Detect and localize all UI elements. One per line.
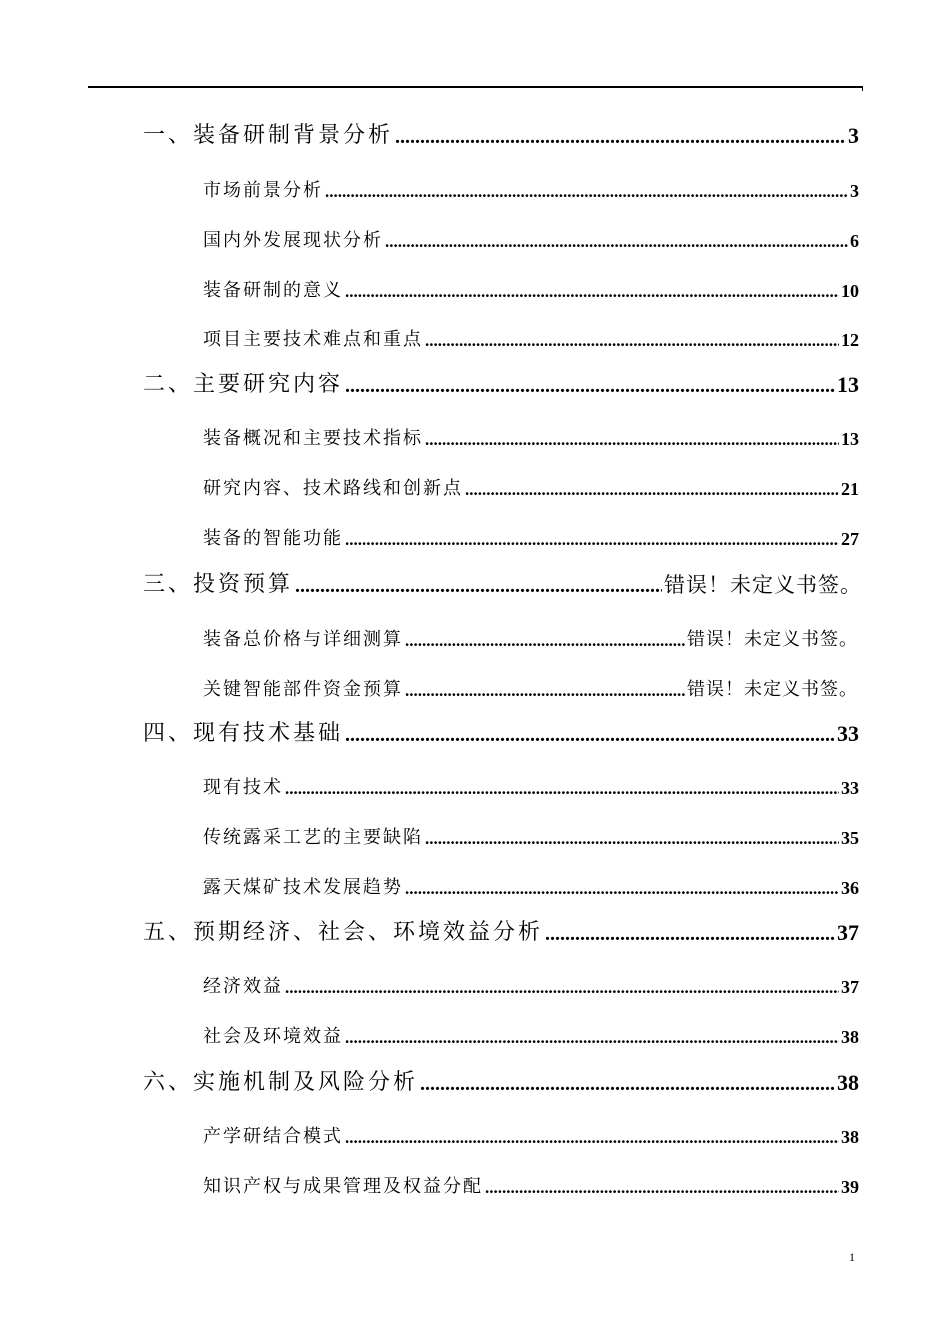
toc-entry-page: 36 [841,878,859,898]
dot-leader [545,924,835,944]
toc-entry-page: 10 [841,281,859,301]
toc-entry-section-3[interactable] [143,564,862,596]
toc-entry-title: 装备的智能功能 [203,528,343,549]
toc-entry-title: 市场前景分析 [203,180,323,201]
dot-leader [485,1179,839,1196]
toc-entry-title: 现有技术 [203,777,283,798]
toc-entry-title: 二、主要研究内容 [143,372,344,397]
toc-entry-title: 露天煤矿技术发展趋势 [203,877,403,898]
toc-entry-title: 产学研结合模式 [203,1126,343,1147]
toc-entry-3-1[interactable] [203,617,858,649]
toc-entry-page: 3 [848,123,859,148]
toc-entry-title: 装备研制的意义 [203,280,343,301]
dot-leader [405,880,839,897]
toc-entry-page: 3 [850,181,859,201]
dot-leader [285,979,839,996]
toc-entry-page: 6 [850,231,859,251]
toc-entry-title: 装备概况和主要技术指标 [203,428,423,449]
toc-entry-2-3[interactable] [203,516,859,548]
dot-leader [345,725,835,745]
toc-entry-title: 研究内容、技术路线和创新点 [203,478,463,499]
toc-entry-1-4[interactable] [203,317,859,349]
dot-leader [425,830,839,847]
dot-leader [425,431,839,448]
toc-entry-title: 国内外发展现状分析 [203,230,383,251]
toc-entry-title: 三、投资预算 [143,572,294,597]
toc-entry-title: 知识产权与成果管理及权益分配 [203,1176,483,1197]
toc-entry-section-5[interactable] [143,912,859,944]
dot-leader [345,531,839,548]
toc-entry-1-3[interactable] [203,268,859,300]
toc-entry-page: 39 [841,1177,859,1197]
toc-entry-title: 经济效益 [203,976,283,997]
dot-leader [395,127,846,147]
toc-entry-title: 项目主要技术难点和重点 [203,329,423,350]
dot-leader [405,632,685,649]
toc-entry-page-error: 错误！未定义书签。 [664,573,862,597]
toc-entry-section-1[interactable] [143,115,859,147]
dot-leader [465,481,839,498]
toc-entry-title: 六、实施机制及风险分析 [143,1070,419,1095]
dot-leader [325,183,848,200]
toc-entry-title: 关键智能部件资金预算 [203,679,403,700]
toc-entry-page: 37 [841,977,859,997]
toc-entry-3-2[interactable] [203,667,858,699]
toc-entry-page: 21 [841,479,859,499]
toc-entry-5-1[interactable] [203,964,859,996]
toc-entry-page: 37 [837,920,859,945]
toc-entry-2-1[interactable] [203,416,859,448]
dot-leader [345,283,839,300]
toc-entry-4-1[interactable] [203,765,859,797]
toc-entry-1-2[interactable] [203,218,859,250]
toc-entry-title: 四、现有技术基础 [143,721,344,746]
toc-entry-page: 12 [841,330,859,350]
toc-entry-section-4[interactable] [143,713,859,745]
toc-entry-page: 35 [841,828,859,848]
toc-entry-title: 一、装备研制背景分析 [143,123,394,148]
toc-entry-page: 38 [841,1027,859,1047]
dot-leader [345,1029,839,1046]
toc-entry-4-3[interactable] [203,865,859,897]
toc-entry-page-error: 错误！未定义书签。 [687,629,858,650]
toc-entry-section-6[interactable] [143,1062,859,1094]
dot-leader [425,332,839,349]
toc-entry-page: 13 [837,372,859,397]
dot-leader [285,780,839,797]
toc-entry-4-2[interactable] [203,815,859,847]
toc-entry-page: 13 [841,429,859,449]
toc-entry-page: 38 [841,1127,859,1147]
dot-leader [345,1129,839,1146]
dot-leader [345,376,835,396]
dot-leader [295,576,662,596]
toc-entry-6-1[interactable] [203,1114,859,1146]
toc-entry-page-error: 错误！未定义书签。 [687,679,858,700]
toc-entry-page: 38 [837,1070,859,1095]
toc-entry-2-2[interactable] [203,466,859,498]
page-number: 1 [849,1250,855,1264]
toc-entry-page: 27 [841,529,859,549]
toc-entry-6-2[interactable] [203,1164,859,1196]
toc-entry-title: 传统露采工艺的主要缺陷 [203,827,423,848]
toc-entry-section-2[interactable] [143,364,859,396]
toc-entry-page: 33 [837,721,859,746]
toc-entry-page: 33 [841,778,859,798]
toc-entry-title: 五、预期经济、社会、环境效益分析 [143,920,544,945]
toc-entry-title: 装备总价格与详细测算 [203,629,403,650]
dot-leader [420,1074,835,1094]
toc-entry-1-1[interactable] [203,168,859,200]
toc-entry-title: 社会及环境效益 [203,1026,343,1047]
dot-leader [405,682,685,699]
toc-entry-5-2[interactable] [203,1014,859,1046]
dot-leader [385,233,848,250]
